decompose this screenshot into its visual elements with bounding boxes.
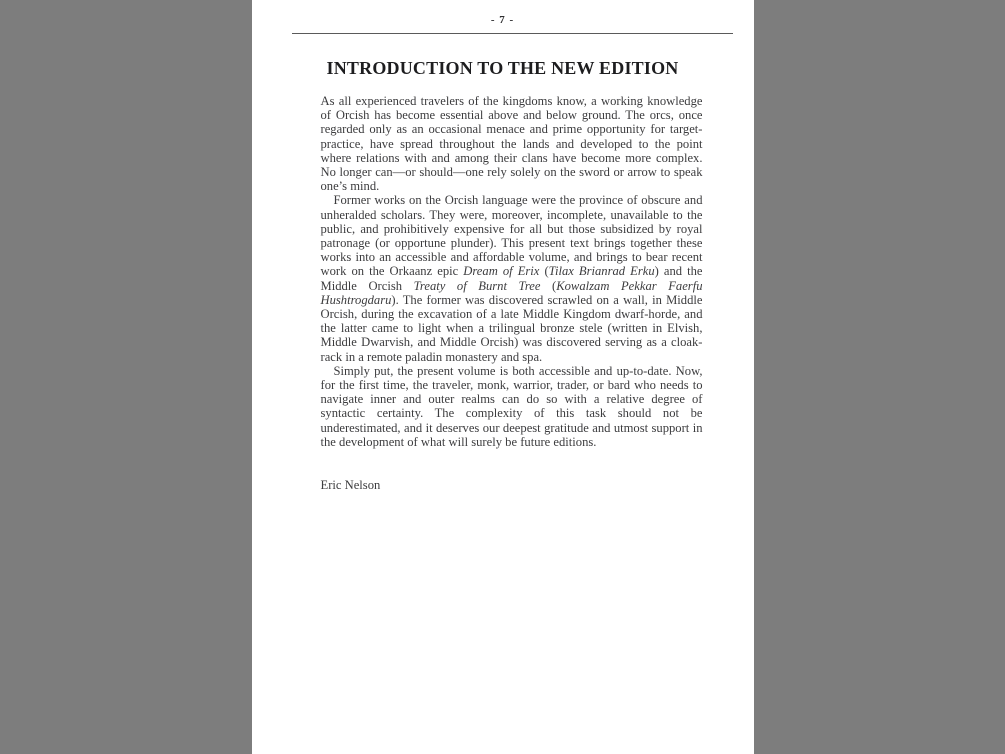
text-segment: ( xyxy=(539,264,549,279)
italic-text-segment: Kowalzam Pekkar Faerfu Hushtrogdaru xyxy=(320,278,703,307)
italic-text-segment: Dream of Erix xyxy=(463,264,540,279)
signature: Eric Nelson xyxy=(320,478,381,493)
text-segment: ( xyxy=(540,278,557,293)
page-number: - 7 - xyxy=(490,14,515,26)
italic-text-segment: Treaty of Burnt Tree xyxy=(413,278,541,293)
header-rule xyxy=(292,33,733,34)
text-segment: ) and the Middle Orcish xyxy=(320,264,703,293)
text-segment: Simply put, the present volume is both accessible and up-to-date. Now, for the first time, the traveler, monk, warrior, trader, or bard who needs to navigate inner and outer realms can do so with a relative degree of syntactic certainty. The complexity of this task should not be underestimated, and it deserves our deepest gratitude and utmost support in the development of what will surely be future editions. xyxy=(320,363,703,449)
italic-text-segment: Tilax Brianrad Erku xyxy=(548,264,655,279)
text-segment: ). The former was discovered scrawled on a wall, in Middle Orcish, during the excavation of a late Middle Kingdom dwarf-horde, and the latter came to light when a trilingual bronze stele (written in Elvish, Middle Dwarvish, and Middle Orcish) was discovered serving as a cloak-rack in a remote paladin monastery and spa. xyxy=(320,292,703,364)
body-text xyxy=(321,94,703,449)
document-page xyxy=(252,0,754,754)
paragraph xyxy=(321,364,703,449)
paragraph xyxy=(321,94,703,193)
page-title: INTRODUCTION TO THE NEW EDITION xyxy=(326,58,679,78)
text-segment: Former works on the Orcish language were the province of obscure and unheralded scholars. They were, moreover, incomplete, unavailable to the public, and prohibitively expensive for all but those subsidized by royal patronage (or opportune plunder). This present text brings together these works into an accessible and affordable volume, and brings to bear recent work on the Orkaanz epic xyxy=(320,193,703,279)
paragraph xyxy=(321,193,703,363)
text-segment: As all experienced travelers of the kingdoms know, a working knowledge of Orcish has become essential above and below ground. The orcs, once regarded only as an occasional menace and prime opportunity for target-practice, have spread throughout the lands and developed to the point where relations with and among their clans have become more complex. No longer can—or should—one rely solely on the sword or arrow to speak one’s mind. xyxy=(320,94,703,194)
